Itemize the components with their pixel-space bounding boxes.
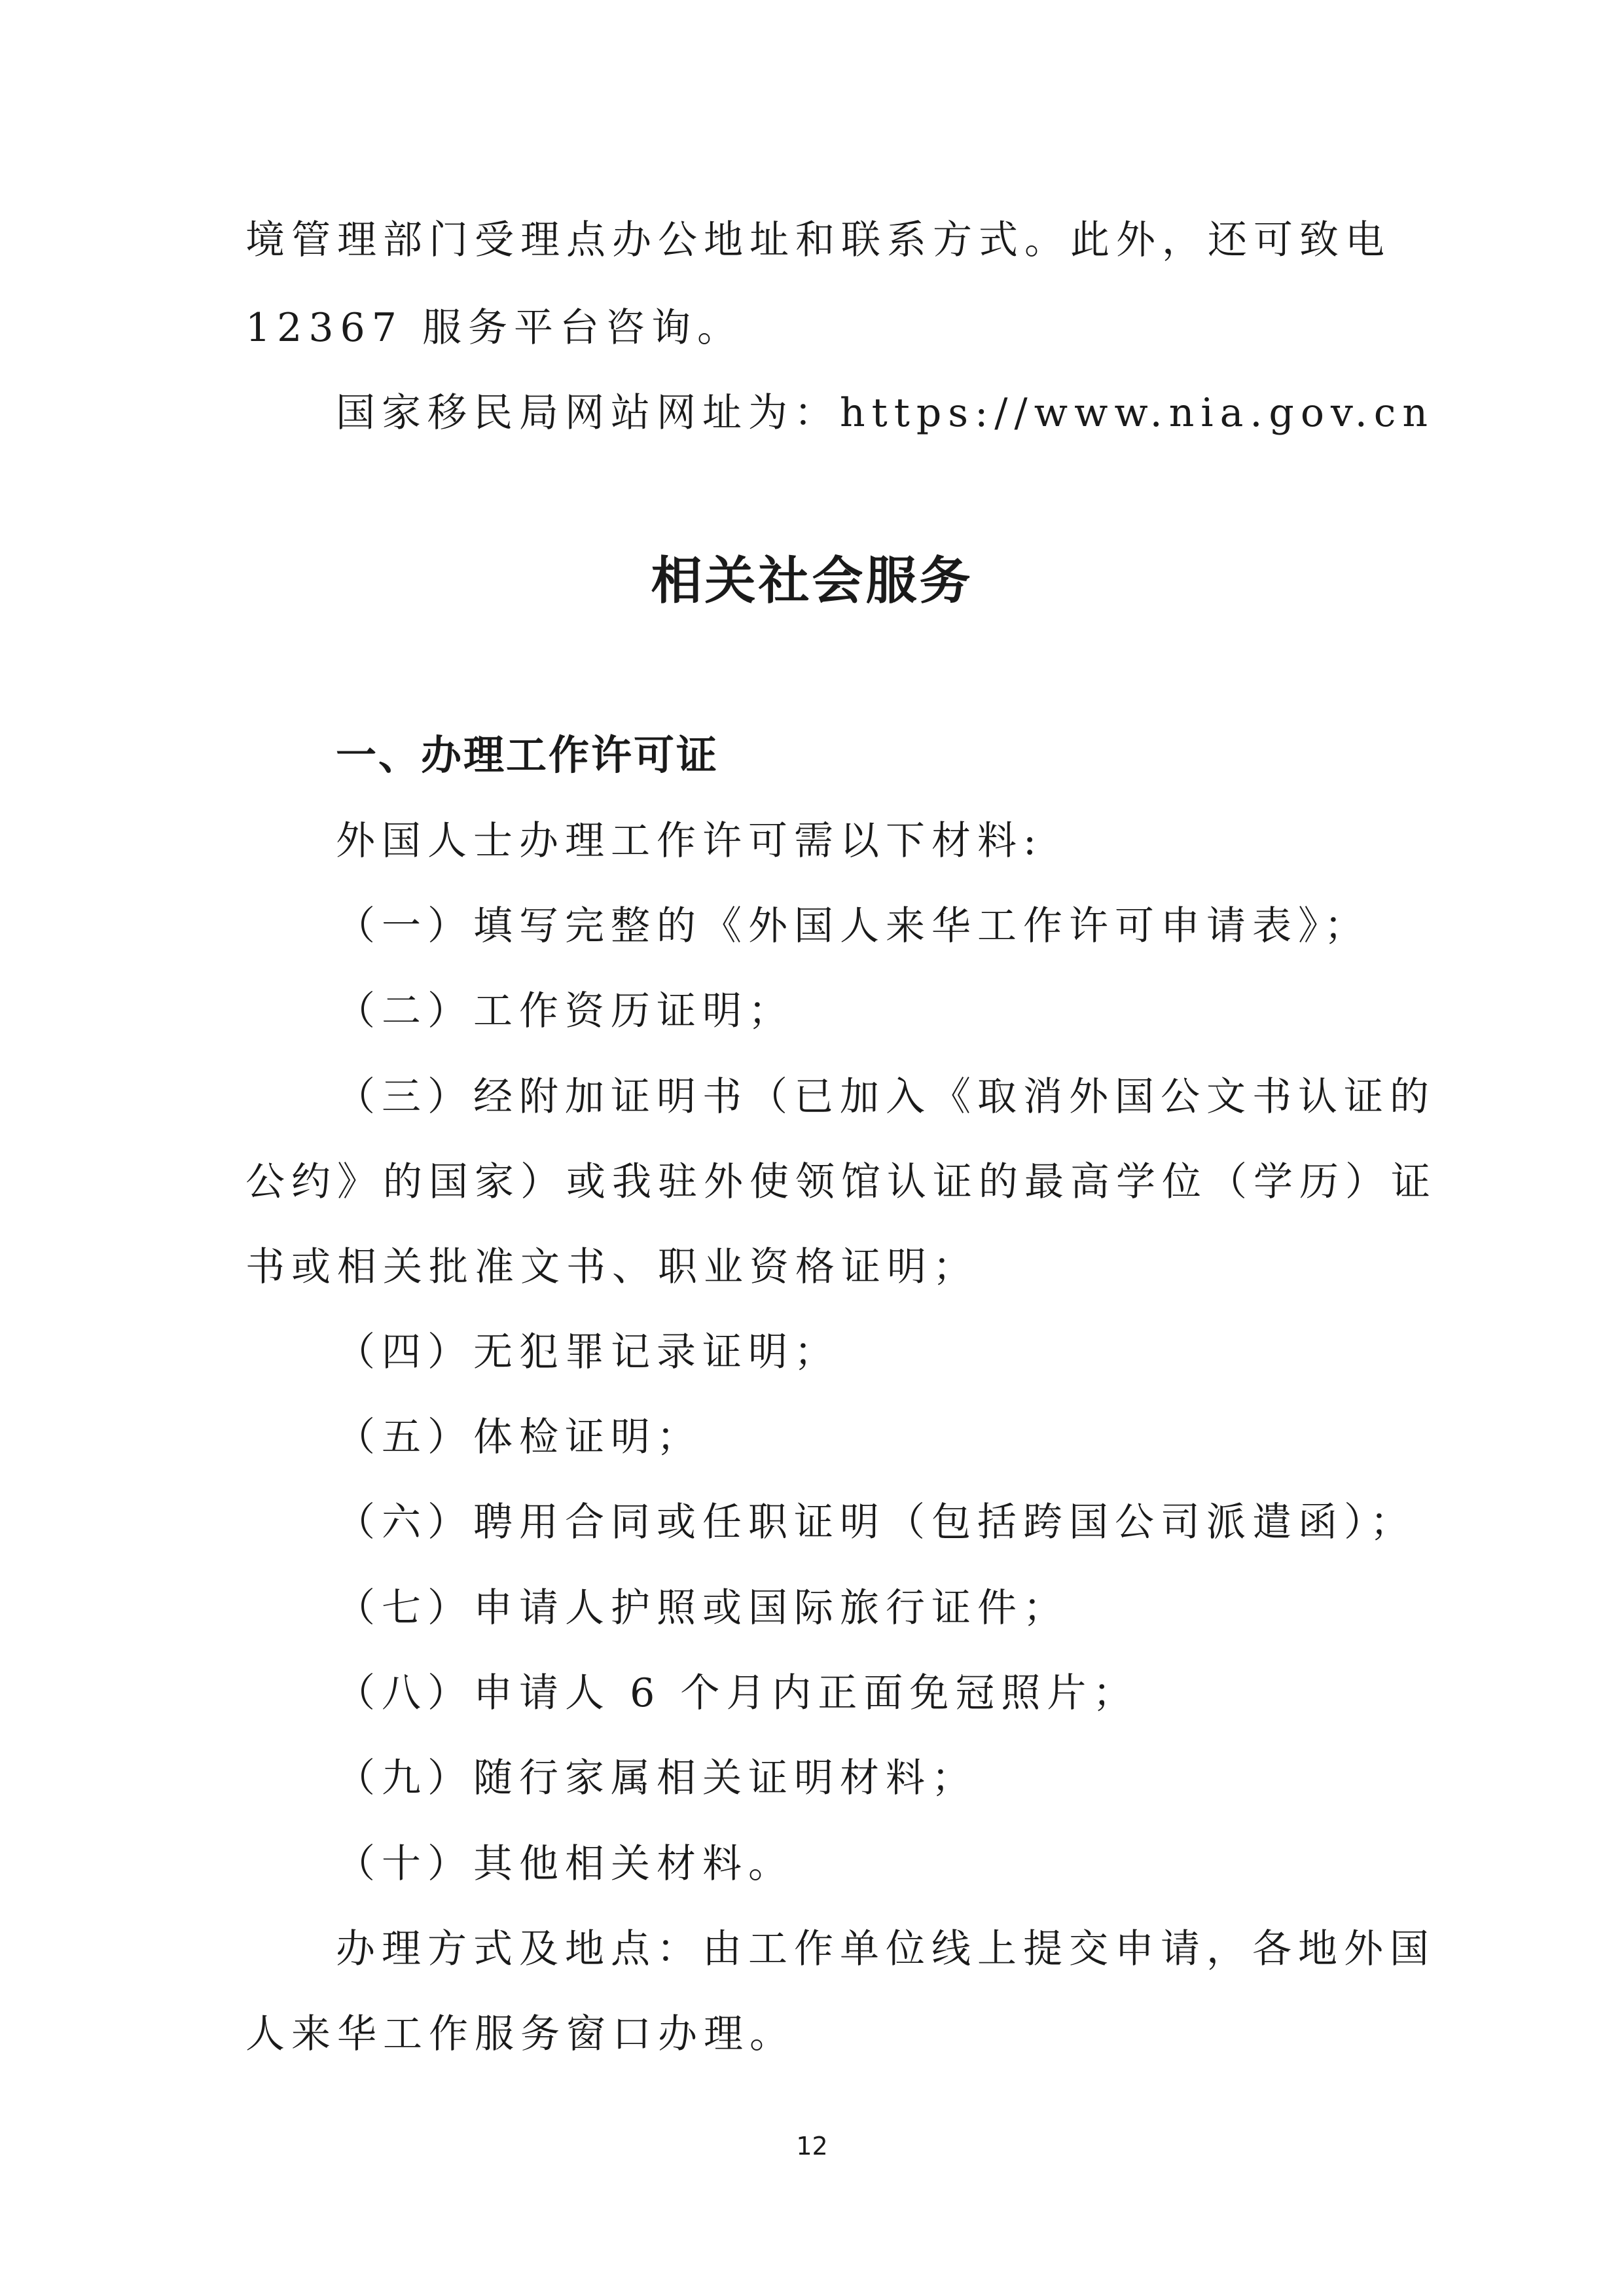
website-line: 国家移民局网站网址为：https://www.nia.gov.cn <box>336 390 1435 436</box>
list-item-continuation: 公约》的国家）或我驻外使领馆认证的最高学位（学历）证 <box>245 1159 1437 1205</box>
list-item: （四）无犯罪记录证明； <box>336 1329 840 1375</box>
list-item: （七）申请人护照或国际旅行证件； <box>336 1585 1069 1631</box>
intro-line-1: 境管理部门受理点办公地址和联系方式。此外，还可致电 <box>245 217 1391 263</box>
method-line-1: 办理方式及地点：由工作单位线上提交申请，各地外国 <box>336 1926 1435 1972</box>
list-item: （一）填写完整的《外国人来华工作许可申请表》； <box>336 903 1370 949</box>
list-item: （九）随行家属相关证明材料； <box>336 1755 977 1801</box>
list-item: （三）经附加证明书（已加入《取消外国公文书认证的 <box>336 1074 1435 1120</box>
list-item: （十）其他相关材料。 <box>336 1841 794 1887</box>
list-item: （八）申请人 6 个月内正面免冠照片； <box>336 1670 1139 1716</box>
list-item: （二）工作资历证明； <box>336 988 794 1034</box>
method-line-2: 人来华工作服务窗口办理。 <box>245 2011 795 2057</box>
intro-line-2: 12367 服务平台咨询。 <box>245 305 743 351</box>
work-permit-heading: 一、办理工作许可证 <box>336 731 719 779</box>
work-permit-lead: 外国人士办理工作许可需以下材料: <box>336 818 1043 864</box>
page-number: 12 <box>796 2132 828 2161</box>
list-item: （五）体检证明； <box>336 1414 702 1460</box>
list-item: （六）聘用合同或任职证明（包括跨国公司派遣函）； <box>336 1499 1416 1545</box>
section-title: 相关社会服务 <box>651 552 973 611</box>
list-item-continuation: 书或相关批准文书、职业资格证明； <box>245 1244 979 1290</box>
